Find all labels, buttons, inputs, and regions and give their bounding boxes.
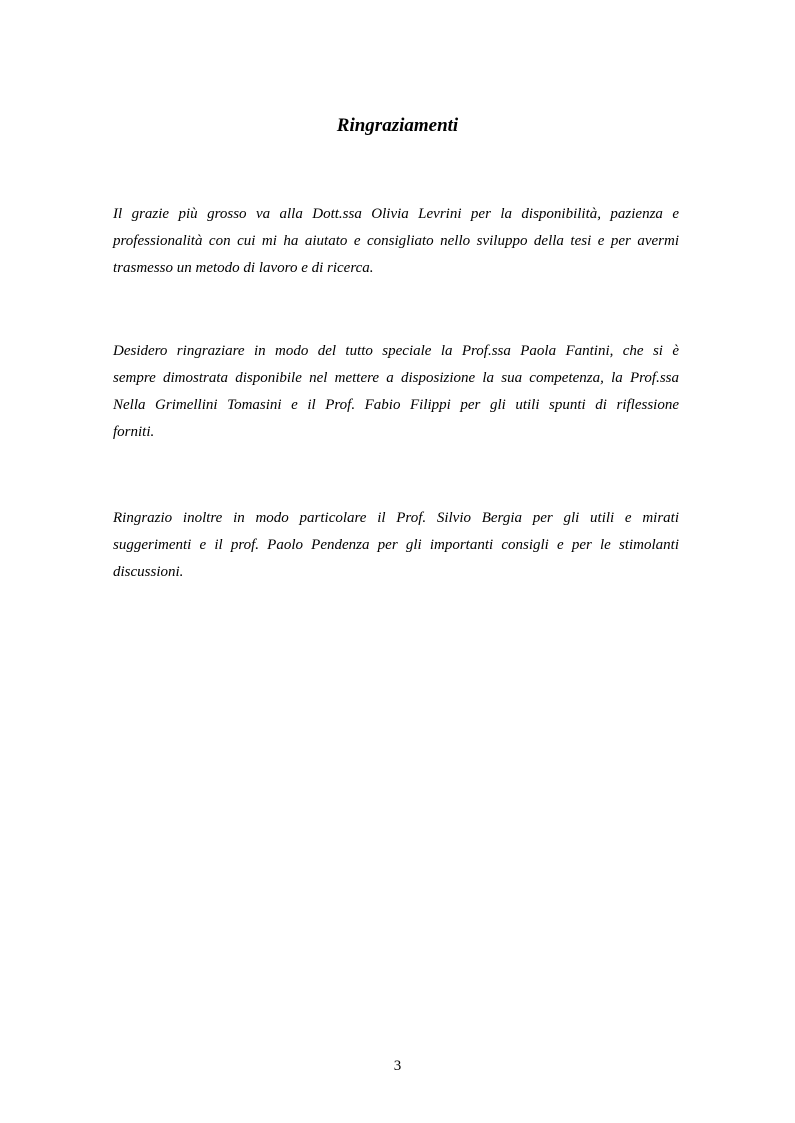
paragraph-line: Desidero ringraziare in modo del tutto speciale la Prof.ssa Paola Fantini, che si è [113,343,679,359]
page-number: 3 [393,1058,402,1074]
paragraph-line: sempre dimostrata disponibile nel mettere a disposizione la sua competenza, la Prof.ssa [113,370,679,386]
paragraph-line: professionalità con cui mi ha aiutato e consigliato nello sviluppo della tesi e per avermi [113,233,679,249]
paragraph-line: forniti. [113,424,155,440]
paragraph-line: Il grazie più grosso va alla Dott.ssa Olivia Levrini per la disponibilità, pazienza e [113,206,679,222]
paragraph-bergia [113,505,679,586]
paragraph-fantini [113,338,679,446]
paragraph-levrini [113,201,679,282]
paragraph-line: Nella Grimellini Tomasini e il Prof. Fabio Filippi per gli utili spunti di riflessione [113,397,679,413]
paragraph-line: suggerimenti e il prof. Paolo Pendenza per gli importanti consigli e per le stimolanti [113,537,679,553]
paragraph-line: discussioni. [113,564,184,580]
paragraph-line: trasmesso un metodo di lavoro e di ricerca. [113,260,374,276]
page-title: Ringraziamenti [336,115,459,136]
paragraph-line: Ringrazio inoltre in modo particolare il Prof. Silvio Bergia per gli utili e mirati [113,510,679,526]
